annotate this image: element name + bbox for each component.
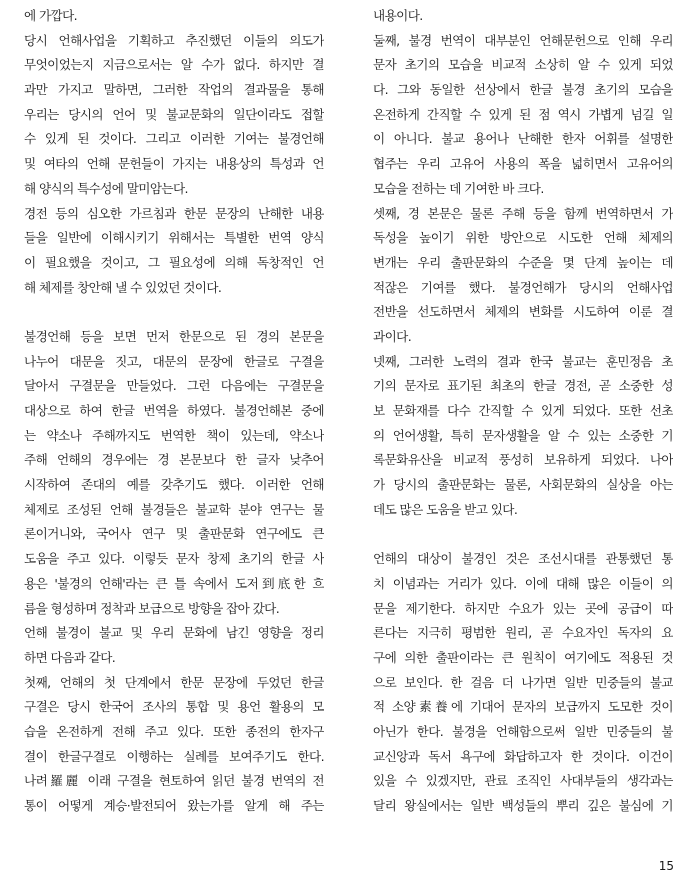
text-line: 적 소양素養에 기대어 문자의 보급까지 도모한 것이 (373, 699, 673, 715)
text-line: 의 언어생활, 특히 문자생활을 알 수 있는 소중한 기 (373, 427, 673, 443)
paragraph-gap (24, 300, 324, 325)
text-line: 론이거니와, 국어사 연구 및 출판문화 연구에도 큰 (24, 526, 324, 542)
text-line: 수 있게 된 것이다. 그리고 이러한 기여는 불경언해 (24, 131, 324, 147)
text-line: 언해 불경이 불교 및 우리 문화에 남긴 영향을 정리 (24, 625, 324, 641)
text-line: 과이다. (373, 328, 412, 344)
text-line: 온전하게 간직할 수 있게 된 점 역시 가볍게 넘길 일 (373, 106, 673, 122)
text-line: 첫째, 언해의 첫 단계에서 한문 문장에 두었던 한글 (24, 674, 324, 690)
text-line: 해 체제를 창안해 낼 수 있었던 것이다. (24, 279, 222, 295)
left-text-column (24, 4, 324, 819)
text-line: 통이 어떻게 계승·발전되어 왔는가를 알게 해 주는 (24, 798, 324, 813)
page-number: 15 (658, 859, 674, 873)
text-line: 시작하여 존대의 예를 갖추기도 했다. 이러한 언해 (24, 477, 324, 493)
text-line: 가 당시의 출판문화는 물론, 사회문화의 실상을 아는 (373, 477, 673, 493)
text-line: 달아서 구결문을 만들었다. 그런 다음에는 구결문을 (24, 378, 324, 394)
text-line: 대상으로 하여 한글 번역을 하였다. 불경언해본 중에 (24, 403, 324, 418)
text-line: 교신앙과 독서 욕구에 화답하고자 한 것이다. 이건이 (373, 748, 673, 764)
text-line: 해 양식의 특수성에 말미암는다. (24, 180, 188, 196)
text-line: 나누어 대문을 짓고, 대문의 문장에 한글로 구결을 (24, 353, 324, 369)
text-line: 록문화유산을 비교적 풍성히 보유하게 되었다. 나아 (373, 452, 673, 468)
text-line: 넷째, 그러한 노력의 결과 한국 불교는 훈민정음 초 (373, 353, 673, 369)
text-line: 기의 문자로 표기된 최초의 한글 경전, 곧 소중한 성 (373, 378, 673, 394)
text-line: 언해의 대상이 불경인 것은 조선시대를 관통했던 통 (373, 551, 673, 567)
text-line: 변개는 우리 출판문화의 수준을 몇 단계 높이는 데 (373, 254, 673, 270)
text-line: 으로 보인다. 한 걸음 더 나가면 일반 민중들의 불교 (373, 674, 673, 690)
text-line: 셋째, 경 본문은 물론 주해 등을 함께 번역하면서 가 (373, 205, 673, 221)
text-line: 독성을 높이기 위한 방안으로 시도한 언해 체제의 (373, 230, 673, 246)
text-line: 무엇이었는지 지금으로서는 알 수가 없다. 하지만 결 (24, 57, 324, 73)
right-text-column (373, 4, 673, 819)
text-line: 습을 온전하게 전해 주고 있다. 또한 종전의 한자구 (24, 723, 324, 739)
text-line: 있을 수 있겠지만, 관료 조직인 사대부들의 생각과는 (373, 773, 673, 789)
text-line: 이 아니다. 불교 용어나 난해한 한자 어휘를 설명한 (373, 131, 673, 147)
text-line: 문을 제기한다. 하지만 수요가 있는 곳에 공급이 따 (373, 600, 673, 616)
text-line: 들을 일반에 이해시키기 위해서는 특별한 번역 양식 (24, 230, 324, 246)
text-line: 둘째, 불경 번역이 대부분인 언해문헌으로 인해 우리 (373, 32, 673, 48)
text-line: 내용이다. (373, 8, 423, 23)
text-line: 도움을 주고 있다. 이렇듯 문자 창제 초기의 한글 사 (24, 551, 324, 567)
text-line: 달리 왕실에서는 일반 백성들의 뿌리 깊은 불심에 기 (373, 798, 673, 813)
text-line: 협주는 우리 고유어 사용의 폭을 넓히면서 고유어의 (373, 156, 673, 172)
text-line: 하면 다음과 같다. (24, 649, 116, 665)
text-line: 용은 '불경의 언해'라는 큰 틀 속에서 도저到底한 흐 (24, 575, 324, 591)
text-line: 구에 의한 출판이라는 큰 원칙이 여기에도 적용된 것 (373, 649, 673, 665)
text-line: 다. 그와 동일한 선상에서 한글 불경 초기의 모습을 (373, 82, 673, 98)
text-line: 주해 언해의 경우에는 경 본문보다 한 글자 낮추어 (24, 452, 324, 468)
text-line: 문자 초기의 모습을 비교적 소상히 알 수 있게 되었 (373, 57, 673, 73)
text-line: 아닌가 한다. 불경을 언해함으로써 일반 민중들의 불 (373, 723, 673, 739)
text-line: 적잖은 기여를 했다. 불경언해가 당시의 언해사업 (373, 279, 673, 295)
text-line: 는 약소나 주해까지도 번역한 책이 있는데, 약소나 (24, 427, 324, 443)
text-line: 우리는 당시의 언어 및 불교문화의 일단이라도 접할 (24, 106, 324, 122)
text-line: 과만 가지고 말하면, 그러한 작업의 결과물을 통해 (24, 82, 324, 98)
text-line: 에 가깝다. (24, 8, 78, 23)
text-line: 나려羅麗 이래 구결을 현토하여 읽던 불경 번역의 전 (24, 773, 324, 789)
text-line: 구결은 당시 한국어 조사의 통합 및 용언 활용의 모 (24, 699, 324, 715)
text-line: 른다는 지극히 평범한 원리, 곧 수요자인 독자의 요 (373, 625, 673, 641)
text-line: 경전 등의 심오한 가르침과 한문 문장의 난해한 내용 (24, 205, 324, 221)
text-line: 불경언해 등을 보면 먼저 한문으로 된 경의 본문을 (24, 328, 324, 344)
text-line: 모습을 전하는 데 기여한 바 크다. (373, 180, 544, 196)
text-line: 이 필요했을 것이고, 그 필요성에 의해 독창적인 언 (24, 254, 324, 270)
text-line: 전반을 선도하면서 체제의 변화를 시도하여 이룬 결 (373, 304, 673, 320)
text-line: 치 이념과는 거리가 있다. 이에 대해 많은 이들이 의 (373, 575, 673, 591)
text-line: 결이 한글구결로 이행하는 실례를 보여주기도 한다. (24, 748, 324, 764)
text-line: 름을 형성하며 정착과 보급으로 방향을 잡아 갔다. (24, 600, 280, 616)
text-line: 당시 언해사업을 기획하고 추진했던 이들의 의도가 (24, 32, 324, 48)
paragraph-gap (373, 522, 673, 547)
text-line: 및 여타의 언해 문헌들이 가지는 내용상의 특성과 언 (24, 156, 324, 172)
text-line: 체제로 조성된 언해 불경들은 불교학 분야 연구는 물 (24, 501, 324, 517)
text-line: 보 문화재를 다수 간직할 수 있게 되었다. 또한 선초 (373, 403, 673, 418)
text-line: 데도 많은 도움을 받고 있다. (373, 501, 518, 517)
